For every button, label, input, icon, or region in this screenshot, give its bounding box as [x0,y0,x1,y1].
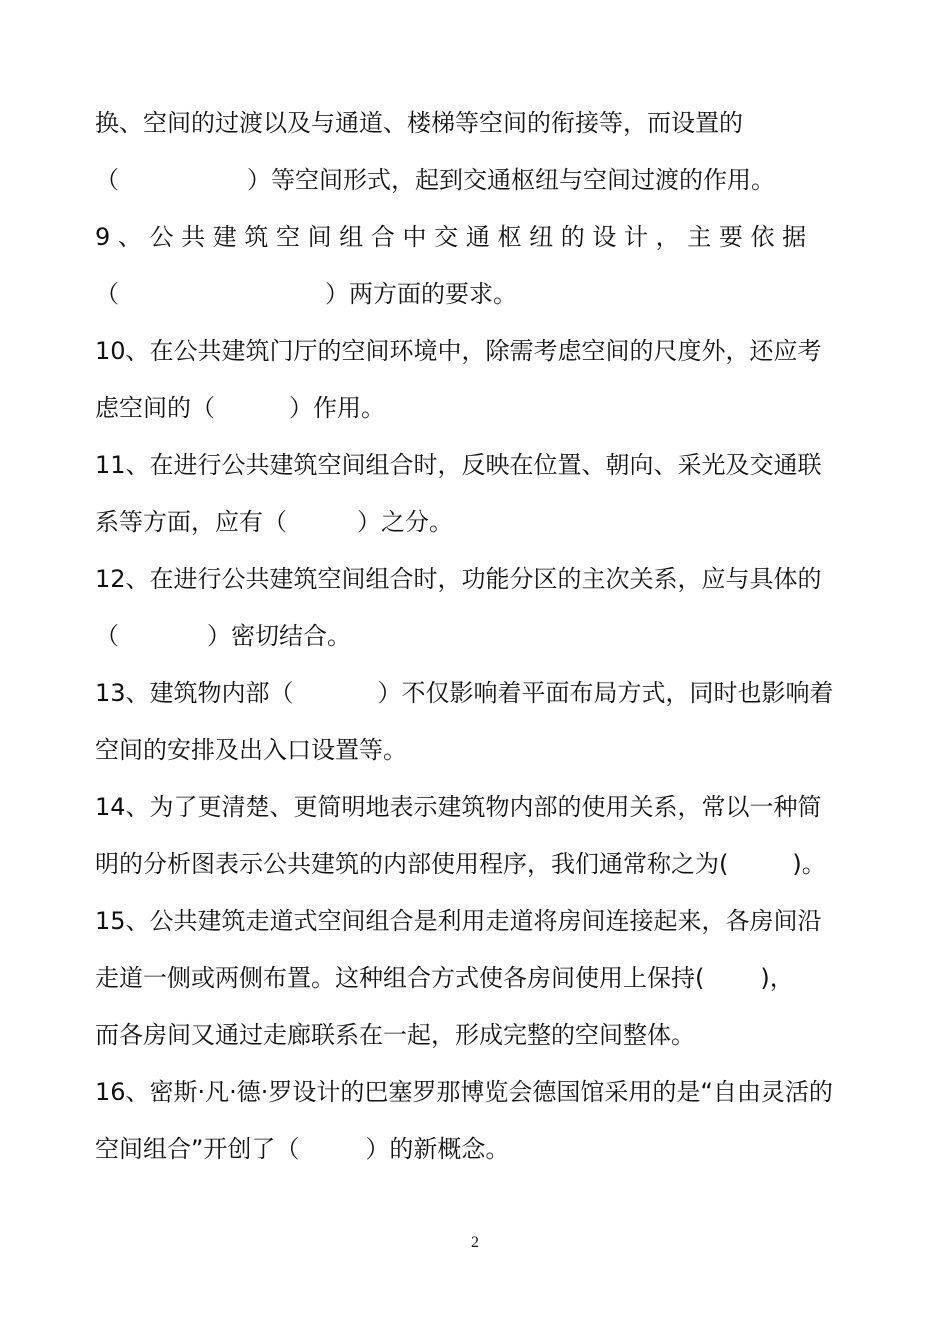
text-line-1: 换、空间的过渡以及与通道、楼梯等空间的衔接等，而设置的 [95,109,743,137]
blank-close: ）两方面的要求。 [325,280,517,308]
text-line-8 [95,507,871,537]
text-line-3: 9 、 公 共 建 筑 空 间 组 合 中 交 通 枢 纽 的 设 计 ， 主 要 依 据 [95,223,807,251]
blank-open: 虑空间的（ [95,394,215,422]
blank-open: 走道一侧或两侧布置。这种组合方式使各房间使用上保持( [95,964,705,992]
text-line-14 [95,849,871,879]
blank-close: )， [760,964,794,992]
blank-open: 13、建筑物内部（ [95,679,294,707]
text-line-10 [95,621,871,651]
text-line-19 [95,1134,871,1164]
text-line-15: 15、公共建筑走道式空间组合是利用走道将房间连接起来，各房间沿 [95,907,822,935]
text-line-11 [95,678,871,708]
text-line-16 [95,963,871,993]
text-line-12: 空间的安排及出入口设置等。 [95,736,407,764]
text-line-7: 11、在进行公共建筑空间组合时，反映在位置、朝向、采光及交通联 [95,451,822,479]
blank-close: )。 [792,850,826,878]
page-number: 2 [471,1234,479,1251]
blank-open: 系等方面，应有（ [95,508,287,536]
blank-close: ）等空间形式，起到交通枢纽与空间过渡的作用。 [247,166,775,194]
blank-close: ）的新概念。 [365,1135,510,1163]
text-line-6 [95,393,871,423]
blank-close: ）之分。 [357,508,453,536]
text-line-4 [95,279,871,309]
text-line-18: 16、密斯·凡·德·罗设计的巴塞罗那博览会德国馆采用的是“自由灵活的 [95,1078,833,1106]
text-line-9: 12、在进行公共建筑空间组合时，功能分区的主次关系，应与具体的 [95,565,822,593]
blank-open: （ [95,166,119,194]
blank-close: ）作用。 [289,394,385,422]
blank-open: 空间组合”开创了（ [95,1135,300,1163]
text-line-13: 14、为了更清楚、更简明地表示建筑物内部的使用关系，常以一种简 [95,793,822,821]
text-line-2 [95,165,871,195]
blank-open: 明的分析图表示公共建筑的内部使用程序，我们通常称之为( [95,850,729,878]
blank-open: （ [95,622,119,650]
text-line-5: 10、在公共建筑门厅的空间环境中，除需考虑空间的尺度外，还应考 [95,337,822,365]
blank-open: （ [95,280,119,308]
blank-close: ）密切结合。 [207,622,351,650]
text-line-17: 而各房间又通过走廊联系在一起，形成完整的空间整体。 [95,1021,695,1049]
blank-close: ）不仅影响着平面布局方式，同时也影响着 [377,679,834,707]
